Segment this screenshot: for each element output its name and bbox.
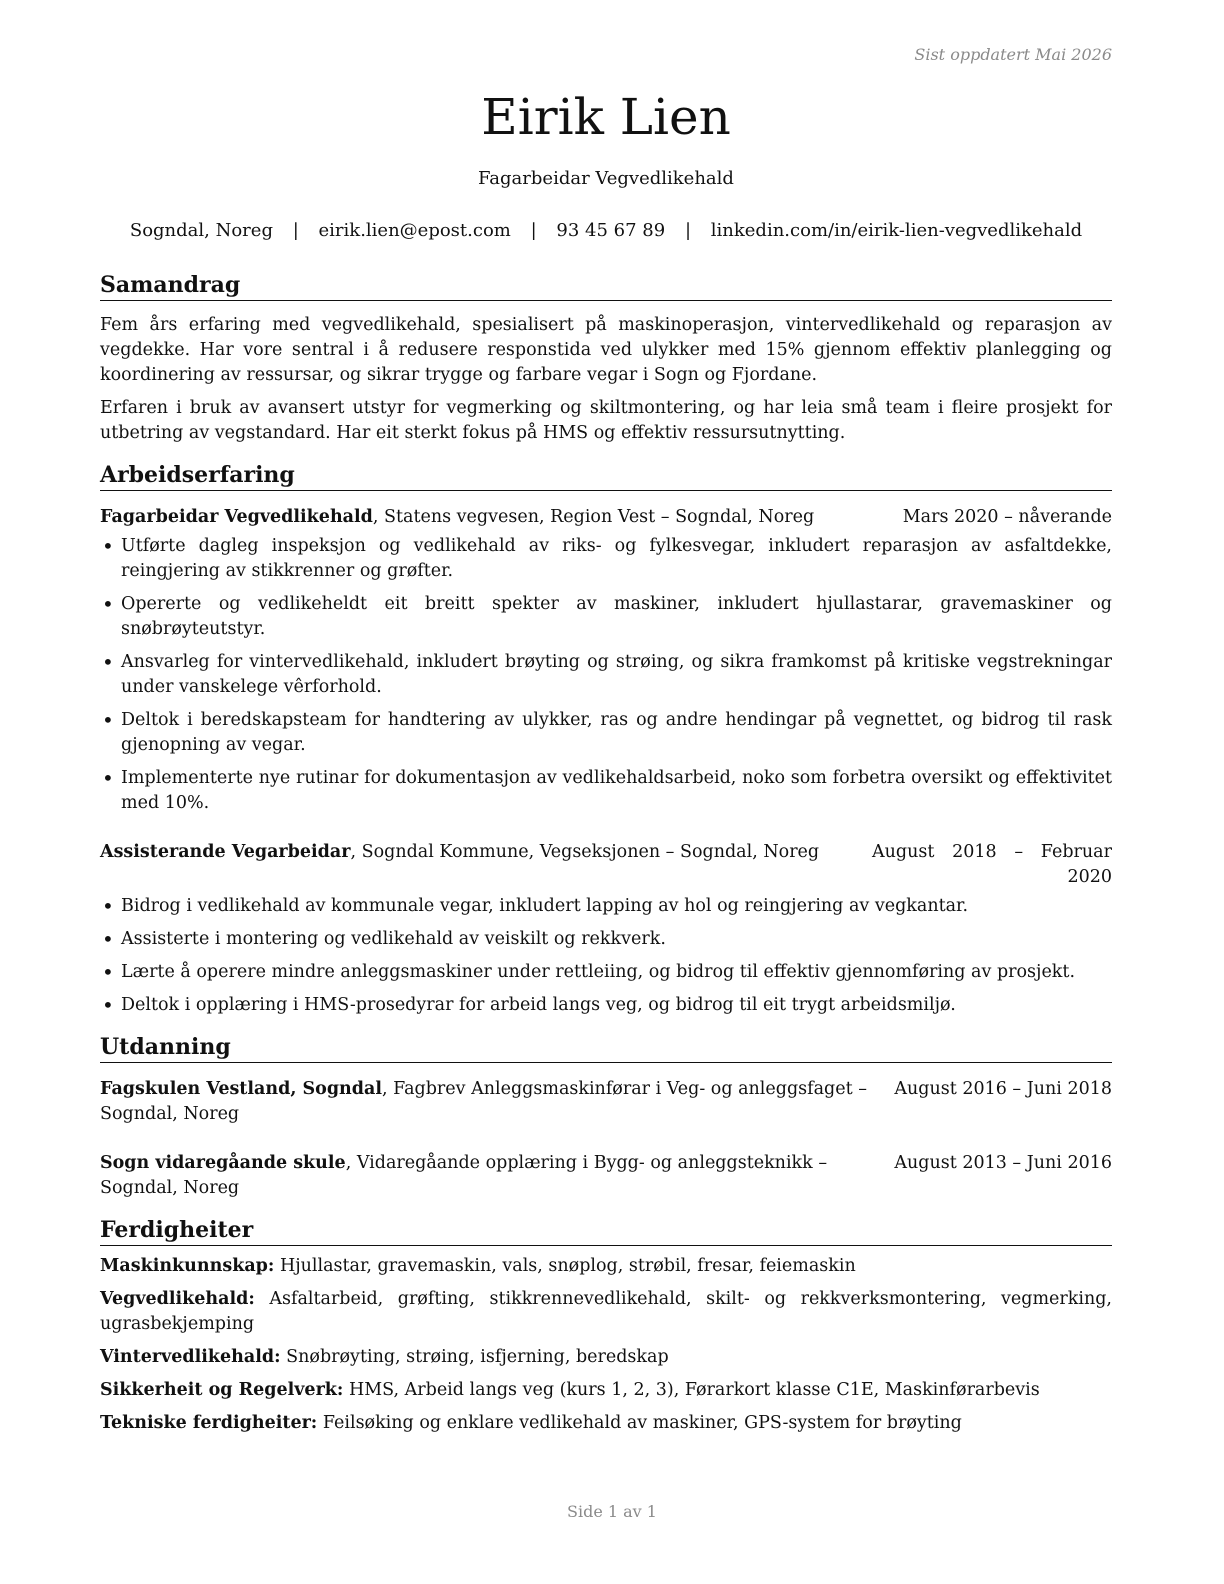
person-name: Eirik Lien (481, 88, 731, 146)
list-item: • Opererte og vedlikeheldt eit breitt spekter av maskiner, inkludert hjullastarar, gravemaskiner og snøbrøyteutstyr. (100, 592, 1112, 642)
skill-row (100, 1378, 1112, 1403)
list-item: • Ansvarleg for vintervedlikehald, inkludert brøyting og strøing, og sikra framkomst på kritiske vegstrekningar under vanskelege vêrforhold. (100, 650, 1112, 700)
job-org: , Sogndal Kommune, Vegseksjonen – Sogndal, Noreg (350, 842, 820, 862)
skill-value: HMS, Arbeid langs veg (kurs 1, 2, 3), Førarkort klasse C1E, Maskinførarbevis (343, 1380, 1040, 1400)
list-item: • Lærte å operere mindre anleggsmaskiner under rettleiing, og bidrog til effektiv gjennomføring av prosjekt. (100, 960, 1112, 985)
skill-value: Hjullastar, gravemaskin, vals, snøplog, strøbil, fresar, feiemaskin (274, 1256, 856, 1276)
education-dates: August 2013 – Juni 2016 (894, 1153, 1112, 1173)
resume-content (100, 270, 1112, 1436)
contact-phone[interactable]: 93 45 67 89 (556, 220, 666, 241)
list-item: • Implementerte nye rutinar for dokumentasjon av vedlikehaldsarbeid, noko som forbetra oversikt og effektivitet med 10%. (100, 766, 1112, 816)
last-updated: Sist oppdatert Mai 2026 (914, 45, 1112, 64)
summary-paragraph: Erfaren i bruk av avansert utstyr for vegmerking og skiltmontering, og har leia små team i fleire prosjekt for utbetring av vegstandard. Har eit sterkt fokus på HMS og effektiv ressursutnytting. (100, 398, 1112, 443)
skill-value: Snøbrøyting, strøing, isfjerning, beredskap (280, 1347, 669, 1367)
education-item (100, 1151, 1112, 1201)
job-role: Fagarbeidar Vegvedlikehald (100, 507, 373, 527)
contact-separator: | (530, 220, 537, 241)
skill-row (100, 1287, 1112, 1337)
education-dates: August 2016 – Juni 2018 (894, 1079, 1112, 1099)
page-number: Side 1 av 1 (567, 1502, 657, 1521)
section-title-skills: Ferdigheiter (100, 1215, 1112, 1246)
contact-separator: | (684, 220, 692, 241)
job-org: , Statens vegvesen, Region Vest – Sogndal, Noreg (372, 507, 815, 527)
skill-label: Tekniske ferdigheiter: (100, 1413, 318, 1433)
job-role: Assisterande Vegarbeidar (100, 842, 351, 862)
skill-label: Vintervedlikehald: (100, 1347, 281, 1367)
summary-paragraph: Fem års erfaring med vegvedlikehald, spesialisert på maskinoperasjon, vintervedlikehald og reparasjon av vegdekke. Har vore sentral i å redusere responstida ved ulykker med 15% gjennom effektiv planlegging og koordinering av ressursar, og sikrar trygge og farbare vegar i Sogn og Fjordane. (100, 315, 1112, 385)
job-header (100, 505, 1112, 530)
section-title-experience: Arbeidserfaring (100, 460, 1112, 491)
school-detail: , Fagbrev Anleggsmaskinførar i Veg- og anleggsfaget – Sogndal, Noreg (100, 1079, 867, 1124)
job-bullets (100, 894, 1112, 1018)
job-bullets (100, 534, 1112, 816)
list-item: • Utførte dagleg inspeksjon og vedlikehald av riks- og fylkesvegar, inkludert reparasjon av asfaltdekke, reingjering av stikkrenner og grøfter. (100, 534, 1112, 584)
job-header (100, 840, 1112, 890)
school-name: Sogn vidaregåande skule (100, 1153, 346, 1173)
job-dates: August 2018 – Februar 2020 (872, 842, 1112, 887)
list-item: • Deltok i beredskapsteam for handtering av ulykker, ras og andre hendingar på vegnettet, og bidrog til rask gjenopning av vegar. (100, 708, 1112, 758)
skill-label: Sikkerheit og Regelverk: (100, 1380, 344, 1400)
list-item: • Deltok i opplæring i HMS-prosedyrar for arbeid langs veg, og bidrog til eit trygt arbeidsmiljø. (100, 993, 1112, 1018)
job-dates: Mars 2020 – nåverande (902, 507, 1112, 527)
contact-line (100, 220, 1112, 241)
section-title-summary: Samandrag (100, 270, 1112, 301)
skill-row (100, 1345, 1112, 1370)
skill-label: Vegvedlikehald: (100, 1289, 255, 1309)
contact-location: Sogndal, Noreg (129, 220, 273, 241)
contact-separator: | (292, 220, 299, 241)
school-detail: , Vidaregåande opplæring i Bygg- og anleggsteknikk – Sogndal, Noreg (100, 1153, 828, 1198)
list-item: • Bidrog i vedlikehald av kommunale vegar, inkludert lapping av hol og reingjering av vegkantar. (100, 894, 1112, 919)
skill-row (100, 1411, 1112, 1436)
skill-row (100, 1254, 1112, 1279)
contact-email[interactable]: eirik.lien@epost.com (318, 220, 511, 241)
job-title: Fagarbeidar Vegvedlikehald (478, 168, 734, 189)
skill-label: Maskinkunnskap: (100, 1256, 275, 1276)
skill-value: Feilsøking og enklare vedlikehald av maskiner, GPS-system for brøyting (317, 1413, 962, 1433)
list-item: • Assisterte i montering og vedlikehald av veiskilt og rekkverk. (100, 927, 1112, 952)
school-name: Fagskulen Vestland, Sogndal (100, 1079, 383, 1099)
education-item (100, 1077, 1112, 1127)
contact-linkedin[interactable]: linkedin.com/in/eirik-lien-vegvedlikehald (710, 220, 1083, 241)
skill-value: Asfaltarbeid, grøfting, stikkrennevedlikehald, skilt- og rekkverksmontering, vegmerking, ugrasbekjemping (100, 1289, 1112, 1334)
section-title-education: Utdanning (100, 1032, 1112, 1063)
